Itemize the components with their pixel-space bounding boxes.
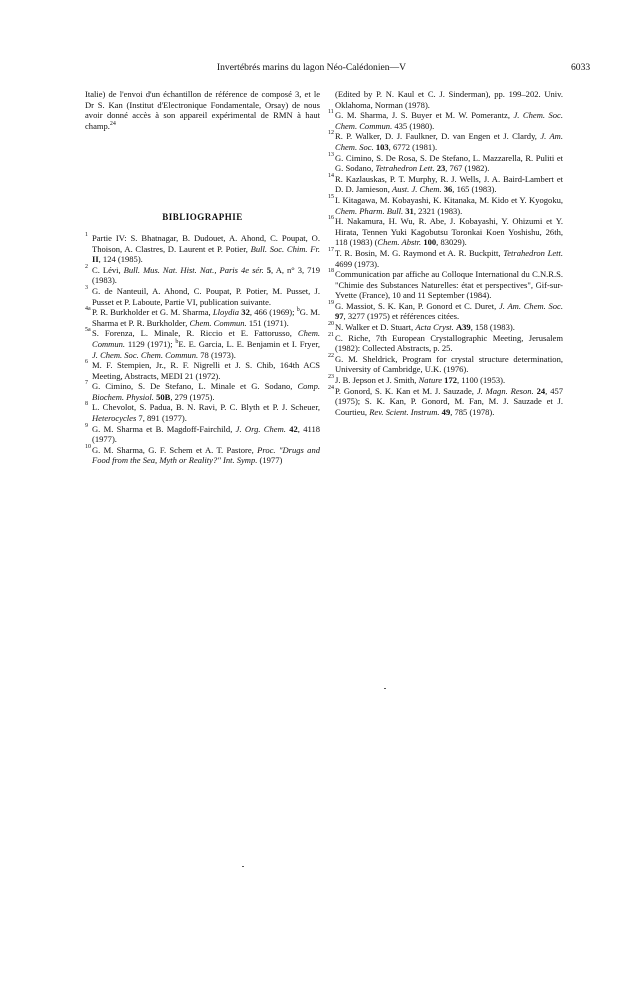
reference-journal: Lloydia: [212, 307, 240, 318]
page-number: 6033: [571, 62, 591, 73]
reference-journal: Nature: [418, 375, 443, 386]
reference-journal: Proc. "Drugs and Food from the Sea, Myth or Reality?" Int. Symp.: [92, 444, 320, 466]
reference-text: 1129 (1971);: [125, 338, 176, 349]
reference-volume: 42: [289, 423, 298, 434]
reference-volume: 23: [436, 163, 446, 174]
reference-list-left: [85, 233, 320, 466]
acknowledgement-ref-marker: 24: [109, 120, 116, 127]
reference-text: G. M. Sharma, J. S. Buyer et M. W. Pomerantz,: [335, 110, 514, 121]
reference-volume: 100: [423, 237, 437, 248]
reference-volume: 50B: [156, 391, 171, 402]
reference-volume: 49: [441, 406, 451, 417]
reference-text: P. R. Burkholder et G. M. Sharma,: [92, 307, 213, 318]
reference-text: C. Lévi,: [92, 264, 124, 275]
right-column: [328, 89, 563, 417]
reference-journal: J. Org. Chem.: [235, 423, 286, 434]
reference-entry: [85, 286, 320, 307]
reference-journal: Chem. Abstr.: [377, 237, 422, 248]
reference-journal: Tetrahedron Lett.: [503, 247, 564, 258]
running-title: Invertébrés marins du lagon Néo-Calédonien—V: [216, 62, 407, 73]
reference-text: 151 (1971).: [246, 317, 289, 328]
reference-text: , 158 (1983).: [470, 322, 515, 333]
reference-text: G. Cimino, S. De Rosa, S. De Stefano, L. Mazzarella, R. Puliti et G. Sodano,: [335, 152, 563, 174]
reference-number: 18: [328, 268, 334, 275]
reference-text: C. Riche, 7th European Crystallographic Meeting, Jerusalem (1982): Collected Abstracts, p. 25.: [335, 332, 563, 354]
reference-entry: [85, 265, 320, 286]
reference-number: 17: [328, 246, 334, 253]
reference-volume: II: [92, 254, 99, 265]
reference-number: 24: [328, 384, 334, 391]
reference-entry: [328, 354, 563, 375]
reference-list-right: [328, 89, 563, 417]
reference-entry: [328, 153, 563, 174]
reference-text: 7, 891 (1977).: [136, 413, 187, 424]
reference-entry: [328, 248, 563, 269]
reference-entry: [328, 269, 563, 301]
reference-number: 6: [85, 359, 88, 366]
reference-entry: [328, 195, 563, 216]
reference-text: H. Nakamura, H. Wu, R. Abe, J. Kobayashi, Y. Ohizumi et Y. Hirata, Tennen Yuki Kagobutsu Toronkai Koen Yoshishu, 26th, 118 (1983) (: [335, 216, 563, 248]
reference-number: 2: [85, 263, 88, 270]
reference-text: G. M. Sharma, G. F. Schem et A. T. Pastore,: [92, 444, 258, 455]
reference-number: 16: [328, 215, 334, 222]
reference-volume: 32: [241, 307, 250, 318]
reference-text: , 165 (1983).: [452, 184, 497, 195]
reference-entry: [85, 381, 320, 402]
reference-text: , 457 (1975); S. K. Kan, P. Gonord, M. Fan, M. J. Sauzade et J. Courtieu,: [335, 385, 564, 417]
reference-text: , 1100 (1953).: [457, 375, 506, 386]
reference-text: 4699 (1973).: [335, 258, 380, 269]
reference-text: (Edited by P. N. Kaul et C. J. Sinderman), pp. 199–202. Univ. Oklahoma, Norman (1978).: [335, 89, 563, 110]
reference-entry: [85, 233, 320, 265]
reference-entry: [85, 445, 320, 466]
reference-text: M. F. Stempien, Jr., R. F. Nigrelli et J. S. Chib, 164th ACS Meeting, Abstracts, MEDI 21 (1972).: [92, 360, 320, 381]
reference-text: I. Kitagawa, M. Kobayashi, K. Kitanaka, M. Kido et Y. Kyogoku,: [335, 194, 563, 205]
reference-text: b: [175, 339, 179, 346]
stray-mark: [242, 866, 244, 867]
reference-entry: [328, 322, 563, 333]
reference-journal: J. Am. Chem. Soc.: [335, 131, 563, 152]
reference-entry: [328, 375, 563, 386]
reference-entry: [85, 307, 320, 328]
reference-text: G. M. Sharma et P. R. Burkholder,: [92, 307, 321, 328]
reference-journal: Bull. Soc. Chim. Fr.: [250, 243, 320, 254]
reference-text: T. R. Bosin, M. G. Raymond et A. R. Buckpitt,: [335, 247, 504, 258]
reference-journal: Bull. Mus. Nat. Hist. Nat., Paris 4e sér.: [123, 264, 264, 275]
reference-journal: J. Chem. Soc. Chem. Commun.: [92, 349, 199, 360]
reference-text: L. Chevolot, S. Padua, B. N. Ravi, P. C. Blyth et P. J. Scheuer,: [92, 402, 320, 413]
reference-text: R. P. Walker, D. J. Faulkner, D. van Engen et J. Clardy,: [335, 131, 541, 142]
acknowledgement-paragraph: [85, 89, 320, 131]
reference-text: , 124 (1985).: [98, 254, 143, 265]
reference-entry: [328, 89, 563, 110]
reference-journal: Comp. Biochem. Physiol.: [92, 381, 320, 402]
stray-mark: [384, 688, 386, 689]
reference-entry: [85, 328, 320, 360]
reference-number: 5a: [85, 327, 91, 334]
reference-number: 11: [328, 109, 334, 116]
reference-text: E. E. Garcia, L. E. Benjamin et I. Fryer,: [178, 338, 321, 349]
reference-journal: J. Am. Chem. Soc.: [498, 300, 563, 311]
reference-text: P. Gonord, S. K. Kan et M. J. Sauzade,: [335, 385, 477, 396]
reference-entry: [85, 402, 320, 423]
reference-text: , 3277 (1975) et références citées.: [343, 311, 460, 322]
reference-entry: [85, 424, 320, 445]
reference-text: 78 (1973).: [198, 349, 236, 360]
reference-entry: [328, 333, 563, 354]
reference-text: , 6772 (1981).: [388, 141, 438, 152]
reference-text: G. Massiot, S. K. Kan, P. Gonord et C. Duret,: [335, 300, 499, 311]
reference-journal: Tetrahedron Lett.: [375, 163, 435, 174]
reference-number: 9: [85, 422, 88, 429]
reference-volume: 172: [444, 375, 457, 386]
reference-entry: [85, 360, 320, 381]
reference-journal: Rev. Scient. Instrum.: [369, 406, 440, 417]
reference-text: R. Kazlauskas, P. T. Murphy, R. J. Wells, J. A. Baird-Lambert et D. D. Jamieson,: [335, 173, 563, 195]
reference-journal: J. Magn. Reson.: [476, 385, 534, 396]
reference-volume: 97: [335, 311, 344, 322]
reference-journal: Chem. Pharm. Bull.: [335, 205, 404, 216]
reference-text: , 785 (1978).: [450, 406, 495, 417]
reference-entry: [328, 131, 563, 152]
reference-journal: Acta Cryst.: [415, 322, 454, 333]
reference-text: (1977): [257, 455, 283, 466]
reference-text: G. M. Sharma et B. Magdoff-Fairchild,: [92, 423, 236, 434]
reference-number: 3: [85, 284, 88, 291]
acknowledgement-text: Italie) de l'envoi d'un échantillon de référence de composé 3, et le Dr S. Kan (Institut d'Electronique Fondamentale, Orsay) de nous avoir donné accès à son appareil expérimental de RMN à haut champ.: [85, 89, 320, 131]
reference-volume: 24: [536, 385, 546, 396]
reference-number: 1: [85, 231, 88, 238]
reference-number: 8: [85, 401, 88, 408]
reference-volume: 31: [405, 205, 414, 216]
reference-text: , 279 (1975).: [170, 391, 215, 402]
reference-text: , 83029).: [436, 237, 467, 248]
reference-volume: A39: [455, 322, 471, 333]
reference-text: Communication par affiche au Colloque International du C.N.R.S. "Chimie des Substances Naturelles: état et perspectives", Gif-sur-Yvette (France), 10 and 11 September (1984).: [335, 269, 563, 301]
reference-text: G. Cimino, S. De Stefano, L. Minale et G. Sodano,: [92, 381, 298, 392]
reference-text: 435 (1980).: [392, 120, 435, 131]
reference-number: 19: [328, 299, 334, 306]
reference-number: 4a: [85, 306, 91, 313]
reference-number: 15: [328, 193, 334, 200]
reference-text: G. M. Sheldrick, Program for crystal structure determination, University of Cambridge, U.K. (1976).: [335, 353, 563, 375]
reference-number: 22: [328, 352, 334, 359]
reference-number: 7: [85, 380, 88, 387]
reference-entry: [328, 216, 563, 248]
reference-journal: J. Chem. Soc. Chem. Commun.: [335, 110, 563, 131]
reference-number: 13: [328, 151, 334, 158]
reference-journal: Aust. J. Chem.: [391, 184, 442, 195]
reference-text: b: [296, 307, 300, 314]
reference-entry: [328, 301, 563, 322]
reference-volume: 5: [266, 264, 272, 275]
reference-text: N. Walker et D. Stuart,: [335, 322, 416, 333]
reference-entry: [328, 174, 563, 195]
reference-text: S. Forenza, L. Minale, R. Riccio et E. Fattorusso,: [92, 328, 298, 339]
reference-entry: [328, 386, 563, 418]
reference-entry: [328, 110, 563, 131]
reference-text: J. B. Jepson et J. Smith,: [335, 375, 419, 386]
reference-volume: 36: [443, 184, 453, 195]
reference-text: , 4118 (1977).: [92, 423, 320, 445]
running-header: [0, 61, 623, 75]
reference-number: 14: [328, 172, 334, 179]
reference-journal: Chem. Commun.: [92, 328, 320, 349]
reference-number: 12: [328, 130, 334, 137]
reference-number: 10: [85, 443, 91, 450]
bibliography-heading: BIBLIOGRAPHIE: [162, 212, 243, 223]
reference-volume: 103: [375, 141, 389, 152]
reference-journal: Heterocycles: [92, 413, 137, 424]
reference-text: Partie IV: S. Bhatnagar, B. Dudouet, A. Ahond, C. Poupat, O. Thoison, A. Clastres, D. Laurent et P. Potier,: [92, 232, 320, 254]
reference-number: 20: [328, 321, 334, 328]
reference-number: 23: [328, 374, 334, 381]
left-column: [85, 89, 320, 466]
reference-number: 21: [328, 331, 334, 338]
reference-text: G. de Nanteuil, A. Ahond, C. Poupat, P. Potier, M. Pusset, J. Pusset et P. Laboute, Partie VI, publication suivante.: [92, 285, 320, 307]
reference-text: , A, n° 3, 719 (1983).: [92, 264, 320, 286]
reference-text: , 2321 (1983).: [413, 205, 463, 216]
reference-journal: Chem. Commun.: [189, 317, 247, 328]
reference-text: , 767 (1982).: [445, 163, 490, 174]
reference-text: , 466 (1969);: [249, 307, 297, 318]
